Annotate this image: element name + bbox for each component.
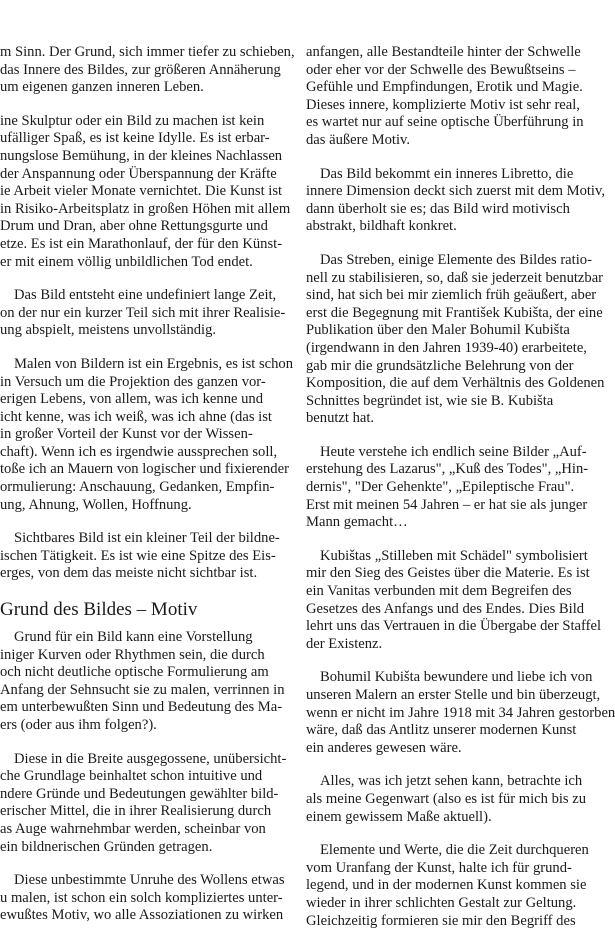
- paragraph: [0, 44, 300, 97]
- text-line: der Anspannung oder Überspannung der Kräfte: [0, 165, 277, 182]
- text-line: Gefühle und Empfindungen, Erotik und Magie.: [306, 79, 583, 96]
- text-line: ein anderes gewesen wäre.: [306, 739, 462, 756]
- text-line: ischen Tätigkeit. Es ist wie eine Spitze des Eis-: [0, 547, 276, 564]
- text-line: Das Bild entsteht eine undefiniert lange Zeit,: [14, 287, 277, 304]
- text-line: sind, hat sich bei mir ziemlich früh geäußert, aber: [306, 287, 597, 304]
- text-line: unseren Malern an erster Stelle und bin überzeugt,: [306, 687, 601, 703]
- text-line: nungslose Bemühung, in der kleines Nachlassen: [0, 147, 283, 164]
- text-line: nell zu stabilisieren, so, daß sie jederzeit benutzbar: [306, 269, 604, 286]
- text-line: Das Bild bekommt ein inneres Libretto, die: [320, 165, 574, 182]
- text-line: Alles, was ich jetzt sehen kann, betrachte ich: [320, 773, 583, 790]
- text-line: ie Arbeit vieler Monate vernichtet. Die Kunst ist: [0, 183, 283, 200]
- left-column: [0, 44, 300, 941]
- text-line: em unterbewußten Sinn und Bedeutung des Ma-: [0, 699, 283, 716]
- left-paragraphs-after-heading: [0, 629, 300, 925]
- text-line: innere Dimension deckt sich zuerst mit dem Motiv,: [306, 183, 605, 200]
- text-line: Elemente und Werte, die die Zeit durchqueren: [320, 842, 589, 859]
- text-line: oder eher vor der Schwelle des Bewußtseins –: [306, 61, 576, 78]
- text-line: gab mir die grundsätzliche Belehrung von der: [306, 357, 574, 374]
- text-line: Publikation über den Maler Bohumil Kubišta: [306, 322, 570, 339]
- paragraph: [306, 166, 606, 236]
- text-line: Das Streben, einige Elemente des Bildes ratio-: [320, 251, 592, 268]
- paragraph: [306, 444, 606, 532]
- text-line: dernis", "Der Gehenkte", „Epileptische Frau".: [306, 479, 575, 496]
- text-line: einem gewissem Maße aktuell).: [306, 808, 492, 825]
- text-line: abstrakt, bildhaft konkret.: [306, 218, 457, 235]
- text-line: als meine Gegenwart (also es ist für mich bis zu: [306, 790, 587, 807]
- text-line: ein bildnerischen Gründen getragen.: [0, 838, 213, 855]
- text-line: Grund für ein Bild kann eine Vorstellung: [14, 629, 253, 646]
- text-line: on der nur ein kurzer Teil sich mit ihrer Realisie-: [0, 304, 286, 321]
- text-line: wieder in ihrer schlichten Gestalt zur Geltung.: [306, 894, 577, 911]
- text-line: das Innere des Bildes, zur größeren Annäherung: [0, 61, 281, 78]
- paragraph: [306, 548, 606, 654]
- text-line: mir den Sieg des Geistes über die Materie. Es ist: [306, 565, 590, 582]
- text-line: Kubištas „Stilleben mit Schädel" symbolisiert: [320, 547, 588, 564]
- text-line: Diese in die Breite ausgegossene, unübersicht-: [14, 750, 287, 767]
- paragraph: [0, 530, 300, 583]
- text-line: Anfang der Sehnsucht sie zu malen, verrinnen in: [0, 681, 285, 698]
- text-line: chaft). Wenn ich es irgendwie aussprechen soll,: [0, 443, 278, 460]
- paragraph: [306, 44, 606, 150]
- text-line: m Sinn. Der Grund, sich immer tiefer zu schieben,: [0, 44, 295, 60]
- text-line: toße ich an Mauern von logischer und fixierender: [0, 461, 289, 478]
- text-line: lehrt uns das Vertrauen in die Übergabe der Staffel: [306, 618, 602, 635]
- text-line: etze. Es ist ein Marathonlauf, der für den Künst-: [0, 235, 283, 252]
- text-line: iniger Kurven oder Rhythmen sein, die durch: [0, 646, 265, 663]
- section-heading: Grund des Bildes – Motiv: [0, 599, 198, 621]
- text-line: ung abspielt, meistens unvollständig.: [0, 322, 217, 339]
- text-line: vom Uranfang der Kunst, halte ich für grund-: [306, 859, 572, 876]
- text-line: icht kenne, was ich weiß, was ich ahne (das ist: [0, 408, 272, 425]
- text-line: der Existenz.: [306, 635, 383, 652]
- text-line: Bohumil Kubišta bewundere und liebe ich von: [320, 669, 593, 686]
- text-line: Erst mit meinen 54 Jahren – er hat sie als junger: [306, 496, 588, 513]
- text-line: in großer Vorteil der Kunst vor der Wissen-: [0, 426, 253, 443]
- text-line: Heute verstehe ich endlich seine Bilder „Auf-: [320, 443, 587, 460]
- text-line: legend, und in der modernen Kunst kommen sie: [306, 877, 587, 894]
- text-line: Malen von Bildern ist ein Ergebnis, es ist schon: [14, 355, 294, 372]
- text-line: benutzt hat.: [306, 410, 375, 427]
- text-line: um eigenen ganzen inneren Leben.: [0, 79, 204, 96]
- text-line: ndere Gründe und Bedeutungen gewählter bild-: [0, 785, 279, 802]
- text-line: erstehung des Lazarus", „Kuß des Todes", „Hin-: [306, 461, 589, 478]
- text-line: anfangen, alle Bestandteile hinter der Schwelle: [306, 44, 581, 60]
- paragraph: [0, 872, 300, 925]
- text-line: ine Skulptur oder ein Bild zu machen ist kein: [0, 112, 265, 129]
- paragraph: [306, 252, 606, 428]
- text-line: Diese unbestimmte Unruhe des Wollens etwas: [14, 872, 285, 889]
- text-line: Dieses innere, komplizierte Motiv ist sehr real,: [306, 96, 580, 113]
- text-line: as Auge wahrnehmbar werden, scheinbar von: [0, 820, 266, 837]
- paragraph: [0, 751, 300, 857]
- text-line: Mann gemacht…: [306, 514, 408, 531]
- text-line: (irgendwann in den Jahren 1939-40) erarbeitete,: [306, 339, 587, 356]
- paragraph: [306, 842, 606, 930]
- paragraph: [306, 669, 615, 757]
- text-line: wäre, daß das Antlitz unserer modernen Kunst: [306, 722, 577, 739]
- text-line: u malen, ist schon ein solch kompliziertes unter-: [0, 889, 283, 906]
- right-paragraphs: [306, 44, 615, 930]
- text-line: wenn er nicht im Jahre 1918 mit 34 Jahren gestorben: [306, 704, 615, 721]
- text-line: och nicht deutliche optische Formulierung am: [0, 664, 269, 681]
- paragraph: [0, 629, 300, 735]
- text-line: erigen Lebens, von allem, was ich kenne und: [0, 391, 264, 408]
- text-line: Gleichzeitig formieren sie mir den Begriff des: [306, 912, 576, 929]
- paragraph: [0, 287, 300, 340]
- text-line: Gesetzes des Anfangs und des Endes. Dies Bild: [306, 600, 585, 617]
- left-paragraphs: [0, 44, 300, 583]
- text-line: Sichtbares Bild ist ein kleiner Teil der bildne-: [14, 530, 280, 547]
- text-line: erischer Mittel, die in ihrer Realisierung durch: [0, 803, 272, 820]
- text-line: erges, von dem das meiste nicht sichtbar ist.: [0, 565, 258, 582]
- text-line: ufälliger Spaß, es ist keine Idylle. Es ist erbar-: [0, 130, 270, 147]
- paragraph: [0, 356, 300, 514]
- paragraph: [0, 113, 300, 271]
- right-column: [306, 44, 615, 946]
- text-line: es wartet nur auf seine optische Überführung in: [306, 114, 584, 131]
- text-line: dann überholt sie es; das Bild wird motivisch: [306, 200, 570, 217]
- text-line: in Versuch um die Projektion des ganzen vor-: [0, 373, 266, 390]
- text-line: erst die Begegnung mit František Kubišta, der eine: [306, 304, 603, 321]
- text-line: das äußere Motiv.: [306, 131, 411, 148]
- text-line: er mit einem völlig unbildlichen Tod endet.: [0, 253, 253, 270]
- paragraph: [306, 773, 606, 826]
- text-line: ormulierung: Anschauung, Gedanken, Empfin-: [0, 479, 275, 496]
- text-line: ein Vanitas verbunden mit dem Begreifen des: [306, 583, 572, 600]
- text-line: ung, Ahnung, Wollen, Hoffnung.: [0, 496, 192, 513]
- text-line: ewußtes Motiv, wo alle Assoziationen zu wirken: [0, 907, 284, 924]
- text-line: Komposition, die auf dem Verhältnis des Goldenen: [306, 375, 605, 392]
- text-line: in Risiko-Arbeitsplatz in großen Höhen mit allem: [0, 200, 291, 217]
- text-line: che Grundlage beinhaltet schon intuitive und: [0, 768, 263, 785]
- text-line: Schnittes begründet ist, wie sie B. Kubišta: [306, 392, 554, 409]
- text-line: Drum und Dran, aber ohne Rettungsgurte und: [0, 218, 268, 235]
- text-line: ers (oder aus ihm folgen?).: [0, 717, 157, 733]
